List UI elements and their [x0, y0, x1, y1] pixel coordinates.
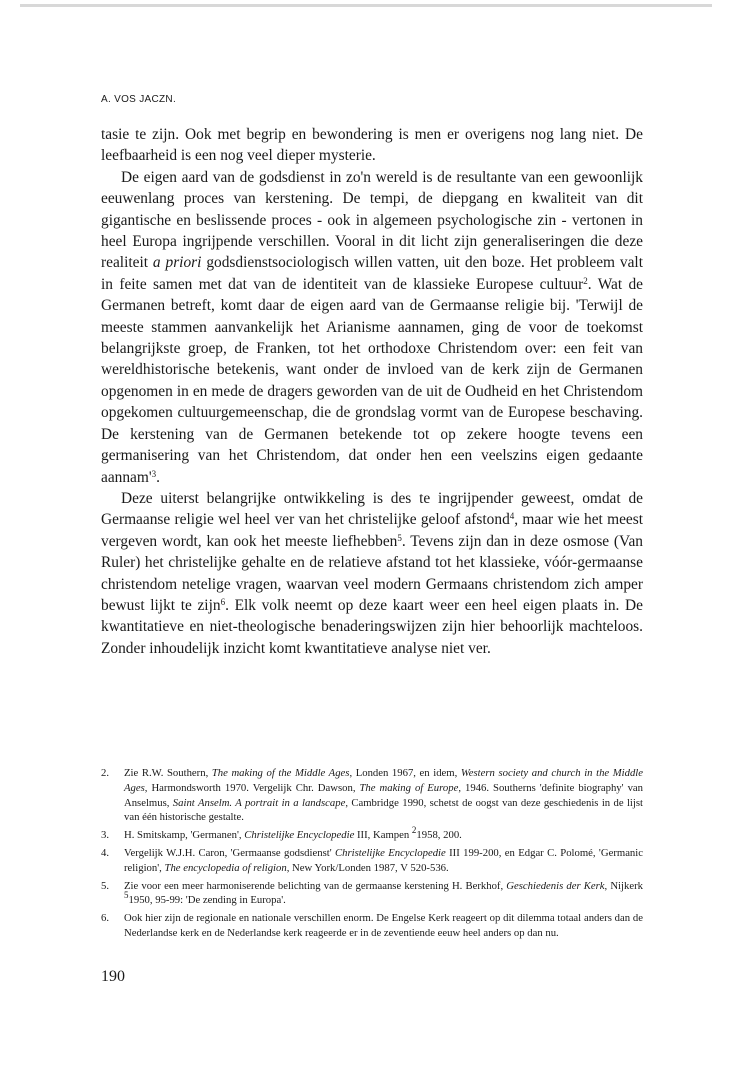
- footnotes: [101, 766, 643, 944]
- italic-term: a priori: [152, 254, 202, 272]
- book-title: The encyclopedia of religion: [164, 861, 287, 874]
- edition-number: 2: [411, 825, 417, 836]
- footnote-4: [101, 846, 643, 876]
- footnote-ref: 5: [397, 532, 402, 543]
- footnote-number: 4.: [101, 846, 110, 859]
- text-run: 1958, 200.: [416, 829, 462, 842]
- footnote-text: Ook hier zijn de regionale en nationale verschillen enorm. De Engelse Kerk reageert op dit dilemma totaal anders dan de Nederlandse kerk en de Nederlandse kerk reageerde er in de zeventiende eeuw heel anders op dan nu.: [124, 912, 643, 939]
- footnote-6: [101, 911, 643, 941]
- text-run: , Cambridge 1990, schetst de oogst van deze geschiedenis in de lijst van één historische gestalte.: [124, 796, 643, 824]
- running-head: A. VOS JACZN.: [101, 94, 177, 105]
- footnote-ref: 4: [509, 511, 515, 522]
- footnote-ref: 6: [220, 596, 226, 607]
- text-run: , Londen 1967, en idem,: [349, 767, 461, 779]
- footnote-2: [101, 766, 643, 825]
- footnote-3: [101, 825, 643, 843]
- paragraph-2: [101, 167, 643, 488]
- book-title: Christelijke Encyclopedie: [334, 846, 446, 859]
- page-number: 190: [101, 968, 125, 985]
- text-run: 1950, 95-99: 'De zending in Europa'.: [128, 894, 286, 907]
- text-run: .: [156, 468, 160, 486]
- footnote-number: 5.: [101, 879, 110, 892]
- footnote-text: [124, 825, 643, 843]
- text-run: , Harmondsworth 1970. Vergelijk Chr. Dawson,: [144, 781, 360, 794]
- paragraph-3: [101, 488, 643, 659]
- text-run: De eigen aard van de godsdienst in zo'n wereld is de resultante van een gewoonlijk eeuwenlang proces van kerstening. De tempi, de diepgang en kwaliteit van dit gigantische en beslissende proces - ook in algemeen psychologische zin - vertonen in heel Europa ingrijpende verschillen. Vooral in dit licht zijn generaliseringen die deze realiteit: [101, 168, 643, 272]
- book-title: Western society and church in the Middle Ages: [124, 767, 644, 794]
- paragraph-1: tasie te zijn. Ook met begrip en bewondering is men er overigens nog lang niet. De leefbaarheid is een nog veel dieper mysterie.: [101, 126, 643, 165]
- footnote-ref: 3: [151, 468, 157, 479]
- text-run: . Wat de Germanen betreft, komt daar de eigen aard van de Germaanse religie bij. 'Terwijl de meeste stammen aanvankelijk het Arianisme aannamen, ging de voor de toekomst belangrijkste groep, de Franken, tot het orthodoxe Christendom over: een feit van wereldhistorische betekenis, want onder de invloed van de kerk zijn de Germanen opgenomen in en mede de dragers geworden van de uit de Oudheid en het Christendom opgekomen cultuurgemeenschap, die de grondslag vormt van de Europese beschaving. De kerstening van de Germanen betekende tot op zekere hoogte tevens een germanisering van het Christendom, dat onder hen een veelszins eigen gedaante aannam': [101, 275, 643, 486]
- book-title: Christelijke Encyclopedie: [244, 829, 355, 842]
- text-run: godsdienstsociologisch willen vatten, uit den boze. Het probleem valt in feite samen met dat van de identiteit van de klassieke Europese cultuur: [101, 254, 643, 293]
- footnote-text: [124, 846, 643, 876]
- book-title: Geschiedenis der Kerk: [506, 879, 605, 892]
- text-run: . Elk volk neemt op deze kaart weer een heel eigen plaats in. De kwantitatieve en niet-theologische benaderingswijzen zijn hier behoorlijk machteloos. Zonder inhoudelijk inzicht komt kwantitatieve analyse niet ver.: [101, 596, 643, 657]
- footnote-5: [101, 879, 643, 909]
- footnote-text: [124, 879, 643, 909]
- text-run: III, Kampen: [354, 829, 412, 842]
- book-title: The making of Europe: [359, 781, 459, 794]
- footnote-number: 2.: [101, 767, 110, 779]
- footnote-number: 6.: [101, 912, 110, 925]
- text-run: , 1946. Southerns 'definite biography' van Anselmus,: [124, 781, 643, 809]
- footnote-text: [124, 766, 643, 825]
- edition-number: 5: [124, 890, 129, 901]
- text-run: , New York/Londen 1987, V 520-536.: [286, 861, 449, 874]
- footnote-number: 3.: [101, 829, 110, 842]
- text-run: Deze uiterst belangrijke ontwikkeling is des te ingrijpender geweest, omdat de Germaanse religie wel heel ver van het christelijke geloof afstond: [101, 489, 643, 529]
- text-run: , Nijkerk: [604, 879, 643, 892]
- text-run: H. Smitskamp, 'Germanen',: [124, 829, 245, 842]
- book-title: The making of the Middle Ages: [211, 767, 350, 779]
- text-run: Vergelijk W.J.H. Caron, 'Germaanse godsdienst': [124, 846, 335, 859]
- book-title: Saint Anselm. A portrait in a landscape: [172, 796, 346, 809]
- main-text: [101, 124, 643, 659]
- text-run: III 199-200, en Edgar C. Polomé, 'Germanic religion',: [124, 846, 643, 874]
- text-run: , maar wie het meest vergeven wordt, kan ook het meeste liefhebben: [101, 511, 643, 550]
- text-run: Zie voor een meer harmoniserende belichting van de germaanse kerstening H. Berkhof,: [124, 879, 507, 892]
- scan-top-edge: [20, 4, 712, 7]
- text-run: Zie R.W. Southern,: [124, 767, 212, 779]
- text-run: . Tevens zijn dan in deze osmose (Van Ruler) het christelijke gehalte en de relatieve afstand tot het klassieke, vóór-germaanse christendom netelige vragen, waarvan veel modern Germaans christendom zich amper bewust lijkt te zijn: [101, 532, 643, 614]
- footnote-ref: 2: [583, 275, 588, 286]
